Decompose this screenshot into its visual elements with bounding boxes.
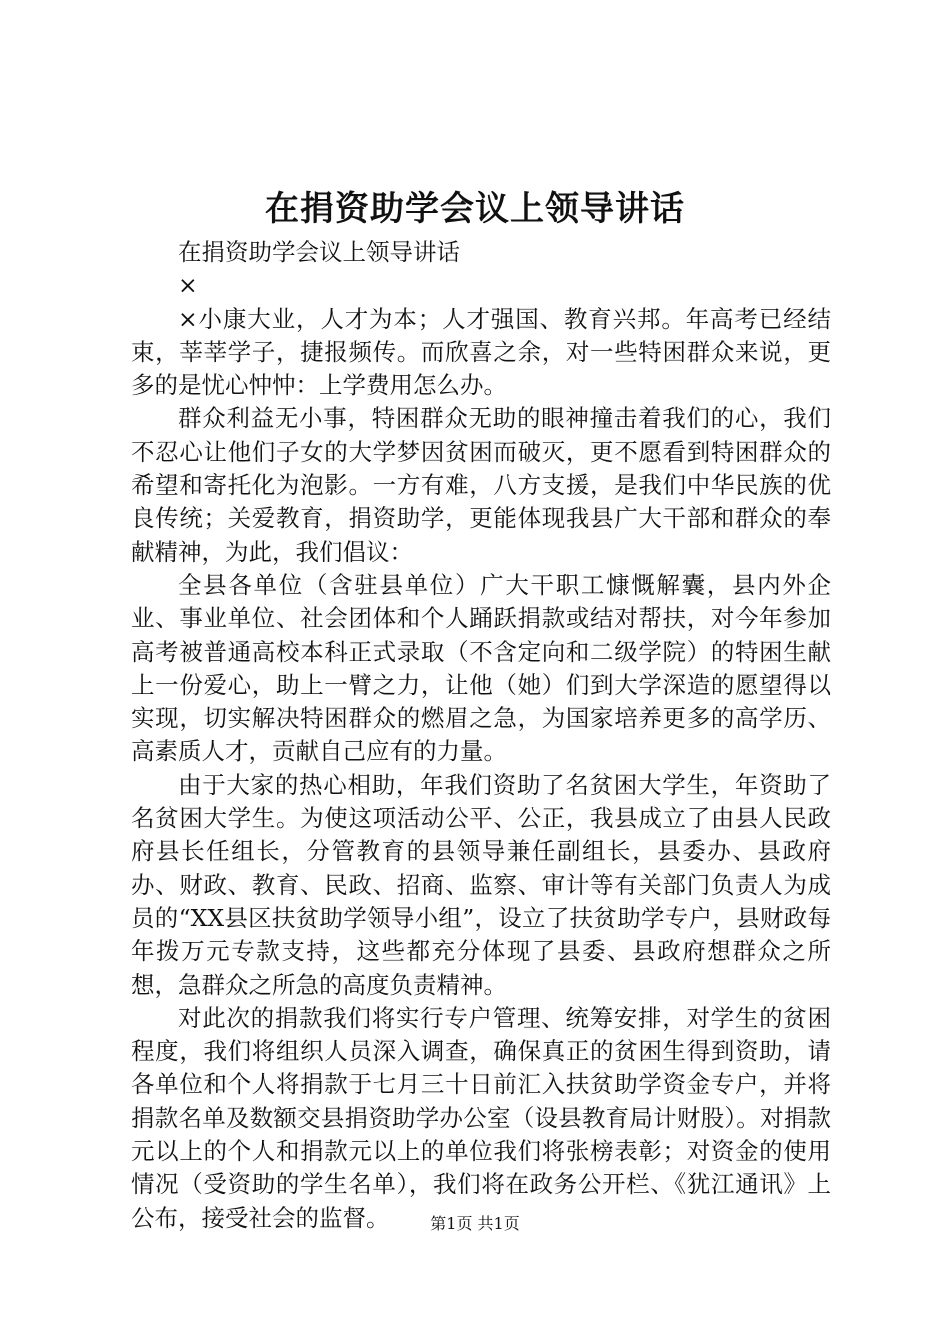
body-paragraph: ×小康大业，人才为本；人才强国、教育兴邦。年高考已经结束，莘莘学子，捷报频传。而欣喜之余，对一些特困群众来说，更多的是忧心忡忡：上学费用怎么办。: [131, 304, 831, 400]
body-paragraph-salutation: ×: [178, 271, 198, 300]
body-paragraph: 由于大家的热心相助，年我们资助了名贫困大学生，年资助了名贫困大学生。为使这项活动公平、公正，我县成立了由县人民政府县长任组长，分管教育的县领导兼任副组长，县委办、县政府办、财政、教育、民政、招商、监察、审计等有关部门负责人为成员的“XX县区扶贫助学领导小组”，设立了扶贫助学专户，县财政每年拨万元专款支持，这些都充分体现了县委、县政府想群众之所想，急群众之所急的高度负责精神。: [131, 770, 831, 999]
body-paragraph: 全县各单位（含驻县单位）广大干职工慷慨解囊，县内外企业、事业单位、社会团体和个人踊跃捐款或结对帮扶，对今年参加高考被普通高校本科正式录取（不含定向和二级学院）的特困生献上一份爱心，助上一臂之力，让他（她）们到大学深造的愿望得以实现，切实解决特困群众的燃眉之急，为国家培养更多的高学历、高素质人才，贡献自己应有的力量。: [131, 570, 831, 766]
body-paragraph: 对此次的捐款我们将实行专户管理、统筹安排，对学生的贫困程度，我们将组织人员深入调查，确保真正的贫困生得到资助，请各单位和个人将捐款于七月三十日前汇入扶贫助学资金专户，并将捐款名单及数额交县捐资助学办公室（设县教育局计财股）。对捐款元以上的个人和捐款元以上的单位我们将张榜表彰；对资金的使用情况（受资助的学生名单），我们将在政务公开栏、《犹江通讯》上公布，接受社会的监督。: [131, 1003, 831, 1232]
document-title: 在捐资助学会议上领导讲话: [265, 189, 685, 229]
document-body: [131, 236, 831, 1235]
body-paragraph-subtitle: 在捐资助学会议上领导讲话: [178, 238, 460, 266]
body-paragraph: 群众利益无小事，特困群众无助的眼神撞击着我们的心，我们不忍心让他们子女的大学梦因贫困而破灭，更不愿看到特困群众的希望和寄托化为泡影。一方有难，八方支援，是我们中华民族的优良传统；关爱教育，捐资助学，更能体现我县广大干部和群众的奉献精神，为此，我们倡议：: [131, 404, 831, 566]
page-footer: 第1页 共1页: [430, 1214, 520, 1233]
